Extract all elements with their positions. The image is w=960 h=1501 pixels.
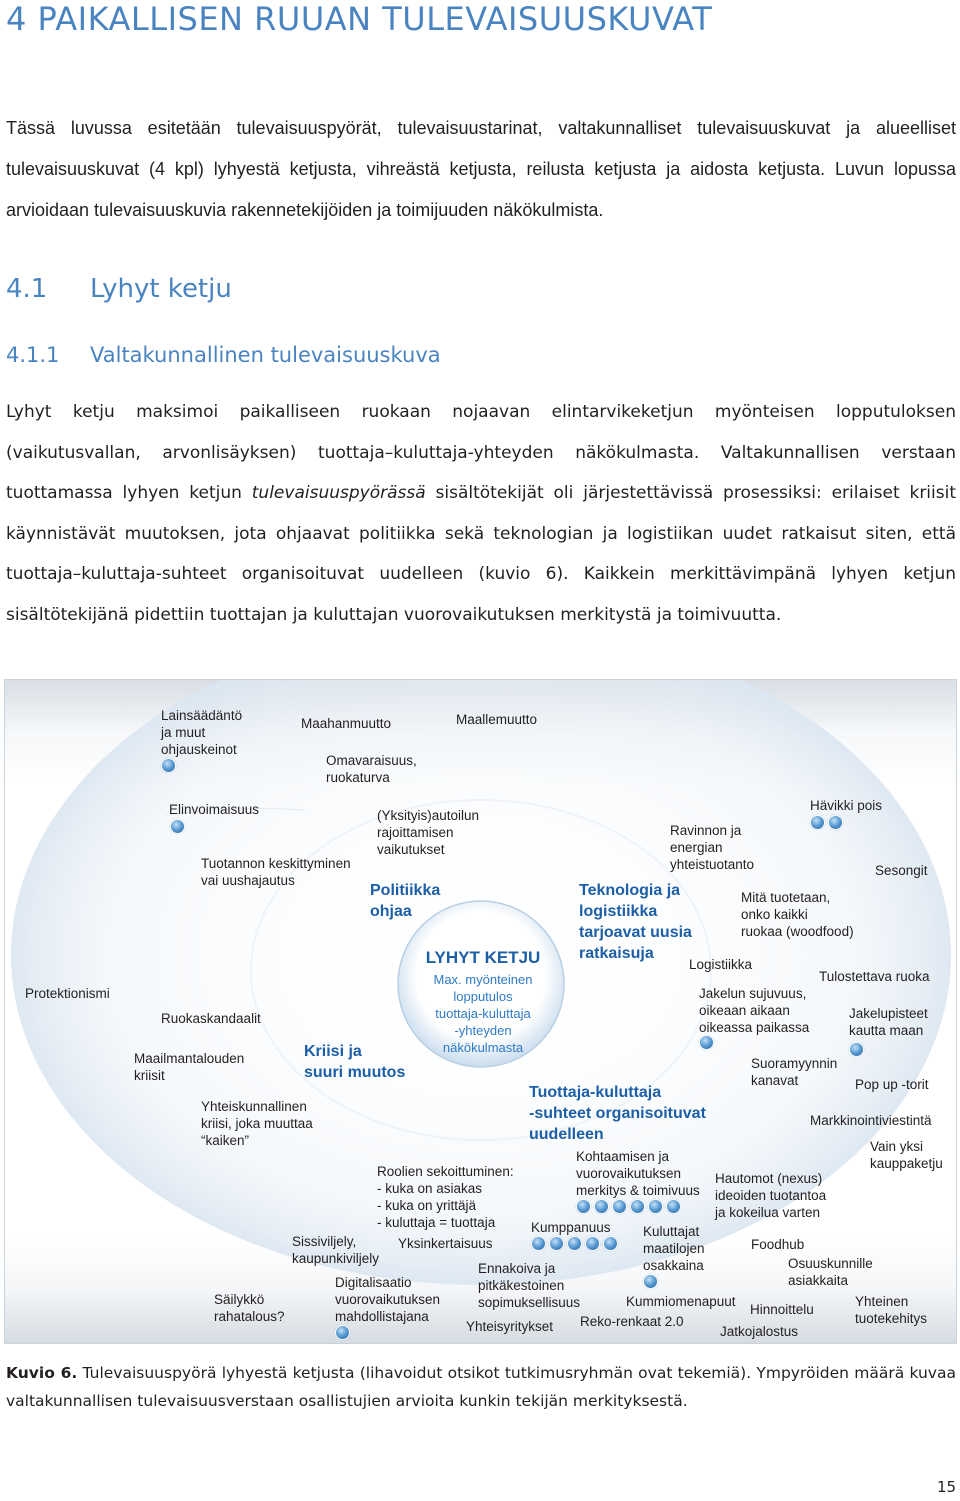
importance-dot — [594, 1199, 609, 1214]
importance-dot — [549, 1236, 564, 1251]
importance-dot — [612, 1199, 627, 1214]
label-roolien: Roolien sekoittuminen: - kuka on asiakas - kuka on yrittäjä - kuluttaja = tuottaja — [377, 1164, 514, 1230]
body-italic-term: tulevaisuuspyörässä — [251, 483, 426, 503]
label-politiikka: Politiikka ohjaa — [370, 882, 441, 920]
importance-dot — [828, 815, 843, 830]
label-mita: Mitä tuotetaan, onko kaikki ruokaa (woodfood) — [741, 890, 854, 939]
label-vain: Vain yksi kauppaketju — [870, 1139, 943, 1171]
importance-dot — [810, 815, 825, 830]
subsection-title: Valtakunnallinen tulevaisuuskuva — [90, 343, 441, 367]
label-yhteisyritykset: Yhteisyritykset — [466, 1319, 554, 1334]
label-sesongit: Sesongit — [875, 863, 928, 878]
chapter-title: 4 PAIKALLISEN RUUAN TULEVAISUUSKUVAT — [6, 0, 713, 38]
dots-lainsaadanto — [161, 758, 176, 773]
importance-dot — [603, 1236, 618, 1251]
future-wheel-figure — [4, 679, 957, 1344]
label-yhteinen: Yhteinen tuotekehitys — [855, 1294, 928, 1326]
label-hautomot: Hautomot (nexus) ideoiden tuotantoa ja kokeilua varten — [715, 1171, 827, 1220]
label-markkinointi: Markkinointiviestintä — [810, 1113, 932, 1128]
center-title: LYHYT KETJU — [425, 948, 541, 967]
dots-havikki — [810, 815, 843, 830]
dots-kuluttajat — [643, 1274, 658, 1289]
caption-text: Tulevaisuuspyörä lyhyestä ketjusta (lihavoidut otsikot tutkimusryhmän ovat tekemiä). Ympyröiden määrä kuvaa valtakunnallisen tulevaisuusverstaan osallistujien arvioita kunkin tekijän merkityksestä. — [6, 1364, 956, 1410]
dots-jakelun — [699, 1035, 714, 1050]
importance-dot — [630, 1199, 645, 1214]
label-maahanmuutto: Maahanmuutto — [301, 716, 392, 731]
section-heading — [6, 274, 232, 304]
label-hinnoittelu: Hinnoittelu — [750, 1302, 814, 1317]
label-maailmantalous: Maailmantalouden kriisit — [134, 1051, 245, 1083]
label-yksinkertaisuus: Yksinkertaisuus — [398, 1236, 493, 1251]
label-popup: Pop up -torit — [855, 1077, 929, 1092]
intro-paragraph: Tässä luvussa esitetään tulevaisuuspyörät, tulevaisuustarinat, valtakunnalliset tulevaisuuskuvat ja alueelliset tulevaisuuskuvat (4 kpl) lyhyestä ketjusta, vihreästä ketjusta, reilusta ketjusta ja aidosta ketjusta. Luvun lopussa arvioidaan tulevaisuuskuvia rakennetekijöiden ja toimijuuden näkökulmista. — [6, 118, 956, 220]
label-suoramyynnin: Suoramyynnin kanavat — [751, 1056, 838, 1088]
subsection-number: 4.1.1 — [6, 343, 60, 367]
label-elinvoimaisuus: Elinvoimaisuus — [169, 802, 260, 817]
label-teknologia: Teknologia ja logistiikka tarjoavat uusia ratkaisuja — [579, 882, 692, 962]
dots-digitalisaatio — [335, 1325, 350, 1340]
label-kohtaamisen: Kohtaamisen ja vuorovaikutuksen merkitys & toimivuus — [576, 1149, 700, 1198]
importance-dot — [170, 819, 185, 834]
label-maallemuutto: Maallemuutto — [456, 712, 538, 727]
label-protektionismi: Protektionismi — [25, 986, 110, 1001]
label-jakelupisteet: Jakelupisteet kautta maan — [849, 1006, 928, 1038]
label-kumppanuus: Kumppanuus — [531, 1220, 611, 1235]
label-tuotannon: Tuotannon keskittyminen vai uushajautus — [201, 856, 351, 888]
importance-dot — [161, 758, 176, 773]
body-part-2: sisältötekijät oli järjestettävissä prosessiksi: erilaiset kriisit käynnistävät muutoksen, jota ohjaavat politiikka sekä teknologian ja logistiikan uudet ratkaisut siten, että tuottaja–kuluttaja-suhteet organisoituvat uudelleen (kuvio 6). Kaikkein merkittävimpänä lyhyen ketjun sisältötekijänä pidettiin tuottajan ja kuluttajan vuorovaikutuksen merkitystä ja toimivuutta. — [6, 483, 956, 625]
caption-label: Kuvio 6. — [6, 1364, 78, 1382]
label-osuuskunnille: Osuuskunnille asiakkaita — [788, 1256, 873, 1288]
label-tuottaja-kuluttaja: Tuottaja-kuluttaja -suhteet organisoituvat uudelleen — [529, 1084, 706, 1143]
label-foodhub: Foodhub — [751, 1237, 805, 1252]
importance-dot — [585, 1236, 600, 1251]
label-ruokaskandaalit: Ruokaskandaalit — [161, 1011, 261, 1026]
body-paragraph — [6, 392, 956, 635]
section-number: 4.1 — [6, 274, 48, 304]
importance-dot — [666, 1199, 681, 1214]
label-autoilu: (Yksityis)autoilun rajoittamisen vaikutukset — [377, 808, 480, 857]
label-logistiikka: Logistiikka — [689, 957, 753, 972]
importance-dot — [849, 1042, 864, 1057]
label-havikki: Hävikki pois — [810, 798, 883, 813]
dots-kumppanuus — [531, 1236, 618, 1251]
subsection-heading — [6, 343, 441, 367]
section-title: Lyhyt ketju — [90, 274, 232, 304]
importance-dot — [643, 1274, 658, 1289]
importance-dot — [335, 1325, 350, 1340]
importance-dot — [567, 1236, 582, 1251]
dots-elinvoimaisuus — [170, 819, 185, 834]
page-number: 15 — [937, 1478, 957, 1496]
importance-dot — [576, 1199, 591, 1214]
label-yhteiskunnallinen: Yhteiskunnallinen kriisi, joka muuttaa “kaiken” — [201, 1099, 313, 1148]
label-kummiomenapuut: Kummiomenapuut — [626, 1294, 736, 1309]
label-omavaraisuus: Omavaraisuus, ruokaturva — [326, 753, 417, 785]
label-tulostettava: Tulostettava ruoka — [819, 969, 930, 984]
dots-jakelupisteet — [849, 1042, 864, 1057]
label-ravinnon: Ravinnon ja energian yhteistuotanto — [670, 823, 755, 872]
importance-dot — [699, 1035, 714, 1050]
label-kuluttajat: Kuluttajat maatilojen osakkaina — [643, 1224, 705, 1273]
figure-caption — [6, 1359, 956, 1415]
label-digitalisaatio: Digitalisaatio vuorovaikutuksen mahdollistajana — [335, 1275, 441, 1324]
importance-dot — [531, 1236, 546, 1251]
label-kriisi: Kriisi ja suuri muutos — [304, 1043, 406, 1081]
label-jakelun: Jakelun sujuvuus, oikeaan aikaan oikeassa paikassa — [699, 986, 810, 1035]
label-ennakoiva: Ennakoiva ja pitkäkestoinen sopimuksellisuus — [478, 1261, 581, 1310]
body-part-1: Lyhyt ketju maksimoi paikalliseen ruokaan nojaavan elintarvikeketjun myönteisen lopputuloksen (vaikutusvallan, arvonlisäyksen) tuottaja–kuluttaja-yhteyden näkökulmasta. Valtakunnallisen verstaan tuottamassa lyhyen ketjun — [6, 402, 956, 503]
dots-kohtaamisen — [576, 1199, 681, 1214]
label-rekorenkaat: Reko-renkaat 2.0 — [580, 1314, 684, 1329]
center-subtitle: Max. myönteinen lopputulos tuottaja-kuluttaja -yhteyden näkökulmasta — [433, 972, 533, 1055]
importance-dot — [648, 1199, 663, 1214]
label-jatkojalostus: Jatkojalostus — [720, 1324, 799, 1339]
label-lainsaadanto: Lainsäädäntö ja muut ohjauskeinot — [161, 708, 243, 757]
label-sailykko: Säilykkö rahatalous? — [214, 1292, 285, 1324]
label-sissiviljely: Sissiviljely, kaupunkiviljely — [292, 1234, 380, 1266]
